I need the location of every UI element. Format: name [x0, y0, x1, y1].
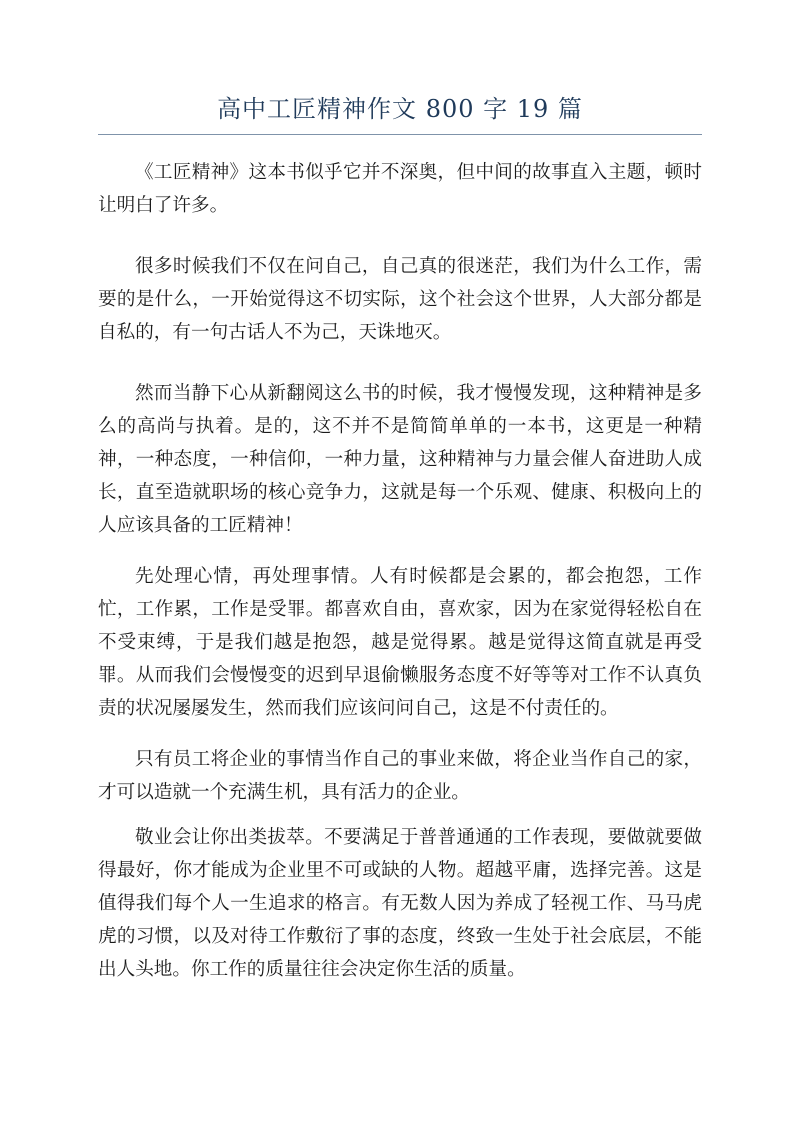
paragraph-3: 然而当静下心从新翻阅这么书的时候，我才慢慢发现，这种精神是多么的高尚与执着。是的，这不并不是简简单单的一本书，这更是一种精神，一种态度，一种信仰，一种力量，这种精神与力量会催人奋进助人成长，直至造就职场的核心竞争力，这就是每一个乐观、健康、积极向上的人应该具备的工匠精神！ [98, 383, 702, 536]
paragraph-6: 敬业会让你出类拔萃。不要满足于普普通通的工作表现，要做就要做得最好，你才能成为企业里不可或缺的人物。超越平庸，选择完善。这是值得我们每个人一生追求的格言。有无数人因为养成了轻视工作、马马虎虎的习惯，以及对待工作敷衍了事的态度，终致一生处于社会底层，不能出人头地。你工作的质量往往会决定你生活的质量。 [98, 827, 702, 980]
title-underline [98, 134, 702, 135]
paragraph-1: 《工匠精神》这本书似乎它并不深奥，但中间的故事直入主题，顿时让明白了许多。 [98, 162, 702, 216]
paragraph-4: 先处理心情，再处理事情。人有时候都是会累的，都会抱怨，工作忙，工作累，工作是受罪。都喜欢自由，喜欢家，因为在家觉得轻松自在不受束缚，于是我们越是抱怨，越是觉得累。越是觉得这简直就是再受罪。从而我们会慢慢变的迟到早退偷懒服务态度不好等等对工作不认真负责的状况屡屡发生，然而我们应该问问自己，这是不付责任的。 [98, 566, 702, 719]
paragraph-2: 很多时候我们不仅在问自己，自己真的很迷茫，我们为什么工作，需要的是什么，一开始觉得这不切实际，这个社会这个世界，人大部分都是自私的，有一句古话人不为己，天诛地灭。 [98, 256, 702, 343]
document-title: 高中工匠精神作文 800 字 19 篇 [217, 95, 583, 123]
paragraph-5: 只有员工将企业的事情当作自己的事业来做，将企业当作自己的家，才可以造就一个充满生机，具有活力的企业。 [98, 749, 702, 803]
document-body [98, 156, 702, 986]
